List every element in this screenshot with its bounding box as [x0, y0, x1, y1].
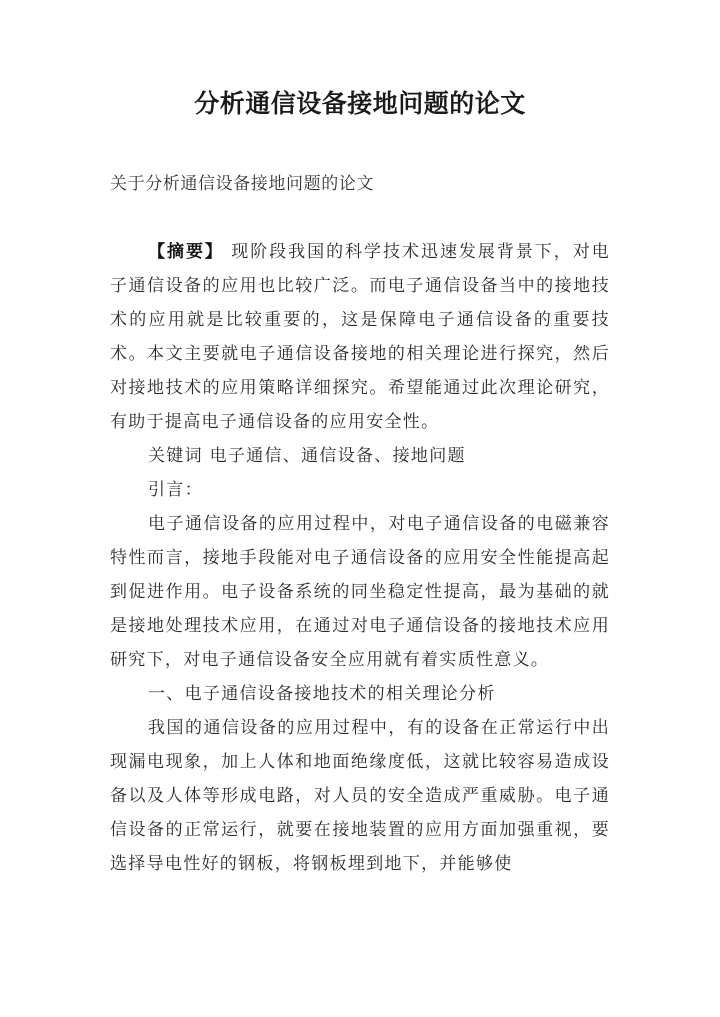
abstract-text: 现阶段我国的科学技术迅速发展背景下，对电子通信设备的应用也比较广泛。而电子通信设备当中的接地技术的应用就是比较重要的，这是保障电子通信设备的重要技术。本文主要就电子通信设备接地的相关理论进行探究，然后对接地技术的应用策略详细探究。希望能通过此次理论研究，有助于提高电子通信设备的应用安全性。: [110, 242, 611, 432]
abstract-label: 【摘要】: [148, 242, 224, 262]
document-title: 分析通信设备接地问题的论文: [194, 89, 526, 118]
intro-label: 引言：: [148, 480, 203, 500]
intro-paragraph: 电子通信设备的应用过程中，对电子通信设备的电磁兼容特性而言，接地手段能对电子通信设备的应用安全性能提高起到促进作用。电子设备系统的同坐稳定性提高，最为基础的就是接地处理技术应用，在通过对电子通信设备的接地技术应用研究下，对电子通信设备安全应用就有着实质性意义。: [110, 514, 610, 670]
document-subtitle: 关于分析通信设备接地问题的论文: [110, 174, 374, 194]
section-1-heading: 一、电子通信设备接地技术的相关理论分析: [148, 684, 496, 704]
keywords-paragraph: 关键词 电子通信、通信设备、接地问题: [148, 446, 466, 466]
abstract-paragraph: [110, 235, 610, 439]
document-body: [110, 235, 610, 881]
section-1-paragraph: 我国的通信设备的应用过程中，有的设备在正常运行中出现漏电现象，加上人体和地面绝缘度低，这就比较容易造成设备以及人体等形成电路，对人员的安全造成严重威胁。电子通信设备的正常运行，就要在接地装置的应用方面加强重视，要选择导电性好的钢板，将钢板埋到地下，并能够使: [110, 718, 610, 874]
